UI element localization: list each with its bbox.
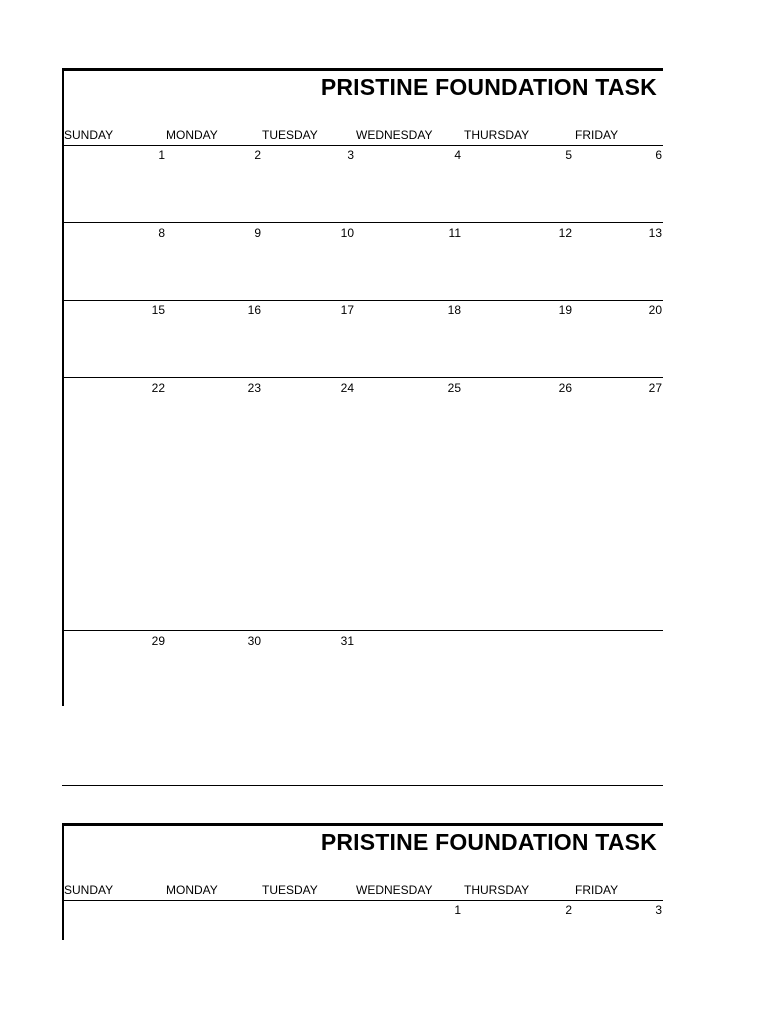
date-cell: 11 bbox=[448, 226, 461, 240]
week-divider bbox=[62, 145, 663, 146]
date-cell: 2 bbox=[254, 148, 261, 162]
date-cell: 15 bbox=[151, 303, 165, 317]
calendar-left-border bbox=[62, 68, 64, 706]
date-cell: 24 bbox=[340, 381, 354, 395]
date-cell: 13 bbox=[648, 226, 662, 240]
day-header-tuesday: TUESDAY bbox=[262, 883, 318, 897]
date-cell: 18 bbox=[447, 303, 461, 317]
date-cell: 17 bbox=[340, 303, 354, 317]
day-header-wednesday: WEDNESDAY bbox=[356, 883, 433, 897]
date-cell: 6 bbox=[655, 148, 662, 162]
date-cell: 22 bbox=[151, 381, 165, 395]
week-divider bbox=[62, 900, 663, 901]
date-cell: 19 bbox=[558, 303, 572, 317]
day-header-sunday: SUNDAY bbox=[64, 128, 114, 142]
date-cell: 2 bbox=[565, 903, 572, 917]
date-cell: 1 bbox=[158, 148, 165, 162]
date-cell: 4 bbox=[454, 148, 461, 162]
date-cell: 23 bbox=[247, 381, 261, 395]
day-header-monday: MONDAY bbox=[166, 128, 218, 142]
day-header-monday: MONDAY bbox=[166, 883, 218, 897]
date-cell: 29 bbox=[151, 634, 165, 648]
calendar-title: PRISTINE FOUNDATION TASK bbox=[320, 829, 657, 855]
date-cell: 10 bbox=[340, 226, 354, 240]
date-cell: 31 bbox=[340, 634, 354, 648]
week-divider bbox=[62, 630, 663, 631]
week-divider bbox=[62, 222, 663, 223]
day-header-tuesday: TUESDAY bbox=[262, 128, 318, 142]
date-cell: 1 bbox=[454, 903, 461, 917]
day-header-friday: FRIDAY bbox=[575, 128, 619, 142]
day-header-friday: FRIDAY bbox=[575, 883, 619, 897]
day-header-thursday: THURSDAY bbox=[464, 883, 530, 897]
date-cell: 3 bbox=[347, 148, 354, 162]
date-cell: 8 bbox=[158, 226, 165, 240]
day-header-thursday: THURSDAY bbox=[464, 128, 530, 142]
week-divider bbox=[62, 300, 663, 301]
calendar-title: PRISTINE FOUNDATION TASK bbox=[320, 74, 657, 100]
calendar-bottom-border bbox=[62, 785, 663, 786]
week-divider bbox=[62, 377, 663, 378]
calendar-top-border bbox=[62, 68, 663, 71]
date-cell: 20 bbox=[648, 303, 662, 317]
date-cell: 26 bbox=[558, 381, 572, 395]
date-cell: 25 bbox=[447, 381, 461, 395]
calendar-left-border bbox=[62, 823, 64, 940]
date-cell: 9 bbox=[254, 226, 261, 240]
date-cell: 16 bbox=[247, 303, 261, 317]
date-cell: 27 bbox=[648, 381, 662, 395]
date-cell: 3 bbox=[655, 903, 662, 917]
calendar-top-border bbox=[62, 823, 663, 826]
date-cell: 30 bbox=[247, 634, 261, 648]
day-header-sunday: SUNDAY bbox=[64, 883, 114, 897]
date-cell: 5 bbox=[565, 148, 572, 162]
date-cell: 12 bbox=[558, 226, 572, 240]
day-header-wednesday: WEDNESDAY bbox=[356, 128, 433, 142]
